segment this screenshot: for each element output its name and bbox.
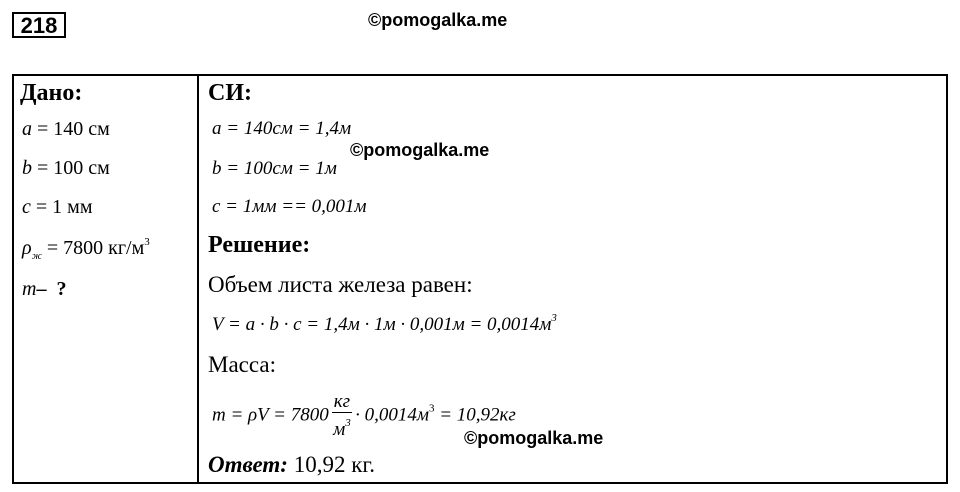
si-line-a: a = 140см = 1,4м: [212, 118, 352, 139]
given-b-value: 100 см: [53, 157, 110, 179]
given-b-name: b: [22, 157, 32, 179]
given-b: b = 100 см: [22, 157, 110, 179]
given-c-name: c: [22, 196, 31, 218]
given-density: $\rho_ж = 7800$ $кг/м^3$: [22, 236, 150, 262]
answer-value: 10,92 кг.: [293, 452, 375, 477]
given-a-value: 140 см: [53, 118, 110, 140]
mass-fraction-den-power: 3: [345, 417, 351, 429]
given-a-name: a: [22, 118, 32, 140]
given-unknown: [22, 278, 66, 301]
mass-fraction-denominator: [332, 413, 352, 440]
answer: [208, 452, 375, 478]
given-rho-value: 7800 кг/м: [63, 237, 145, 259]
mass-fraction: [332, 392, 352, 440]
unknown-mark: ?: [56, 278, 67, 300]
volume-formula: [212, 312, 557, 336]
mass-fraction-den-unit: м: [333, 419, 346, 440]
mass-formula-right: · 0,0014м: [355, 404, 429, 426]
watermark-middle: ©pomogalka.me: [350, 140, 490, 160]
column-divider: [197, 74, 199, 484]
si-line-c: c = 1мм == 0,001м: [212, 196, 367, 217]
given-c: c = 1 мм: [22, 196, 93, 218]
watermark-top: ©pomogalka.me: [368, 10, 508, 30]
unknown-dash: –: [36, 278, 47, 300]
mass-formula-left: m = ρV = 7800: [212, 404, 329, 426]
given-a: a = 140 см: [22, 118, 110, 140]
si-heading: СИ:: [208, 80, 252, 106]
volume-formula-text: V = a · b · c = 1,4м · 1м · 0,001м = 0,0014м: [212, 314, 552, 335]
answer-label: Ответ:: [208, 452, 288, 477]
mass-text: Масса:: [208, 352, 276, 377]
si-line-b: b = 100см = 1м: [212, 158, 337, 179]
given-rho-sub: ж: [31, 250, 42, 262]
unknown-name: m: [22, 278, 37, 300]
given-c-value: 1 мм: [52, 196, 93, 218]
mass-fraction-numerator: кг: [333, 391, 351, 412]
mass-formula-power: 3: [428, 402, 435, 415]
solution-heading: Решение:: [208, 232, 311, 258]
given-rho-power: 3: [144, 236, 150, 248]
volume-formula-power: 3: [551, 312, 557, 324]
problem-number: 218: [12, 12, 66, 38]
watermark-bottom: ©pomogalka.me: [464, 428, 604, 448]
mass-formula-result: = 10,92кг: [434, 404, 516, 426]
given-rho-name: ρ: [22, 237, 32, 259]
volume-text: Объем листа железа равен:: [208, 272, 473, 297]
given-heading: Дано:: [20, 80, 83, 106]
